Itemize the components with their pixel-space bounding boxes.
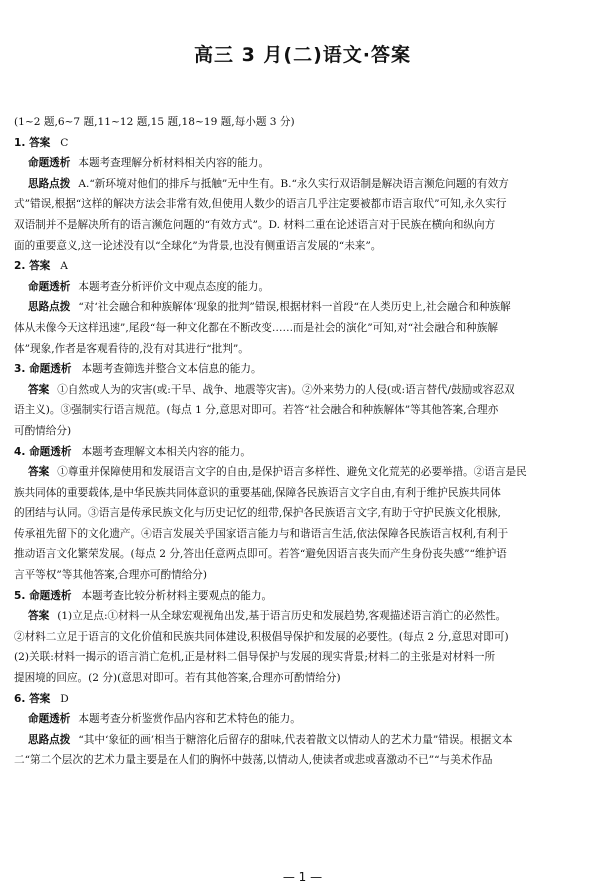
hint-line: 双语制并不是解决所有的语言濒危问题的“有效方式”。D. 材料二重在论述语言对于民族在横向和纵向方 xyxy=(14,218,496,231)
question-3-header xyxy=(14,359,591,380)
analysis-text: 本题考查理解分析材料相关内容的能力。 xyxy=(78,157,270,170)
question-1-hint xyxy=(14,174,591,195)
question-1-answer: C xyxy=(60,136,69,149)
question-1-analysis xyxy=(14,153,591,174)
answer-label: 答案 xyxy=(28,383,50,396)
analysis-label: 命题透析 xyxy=(28,280,71,293)
hint-line: 面的重要意义,这一论述没有以“全球化”为背景,也没有侧重语言发展的“未来”。 xyxy=(14,239,382,252)
hint-label: 思路点拨 xyxy=(28,301,71,314)
question-5-head: 5. 命题透析 xyxy=(14,589,72,602)
analysis-text: 本题考查理解文本相关内容的能力。 xyxy=(81,445,251,458)
question-6-head: 6. 答案 xyxy=(14,692,51,705)
hint-text: “其中‘象征的画’相当于糖溶化后留存的甜味,代表着散文以情动人的艺术力量”错误。根据文本 xyxy=(78,733,513,746)
answer-content xyxy=(14,112,591,771)
analysis-text: 本题考查筛选并整合文本信息的能力。 xyxy=(81,363,262,376)
answer-label: 答案 xyxy=(28,610,50,623)
hint-text: A.“新环境对他们的排斥与抵触”无中生有。B.“永久实行双语制是解决语言濒危问题的有效方 xyxy=(78,177,509,190)
question-2-header xyxy=(14,256,591,277)
hint-line: 体”现象,作者是客观看待的,没有对其进行“批判”。 xyxy=(14,342,249,355)
analysis-text: 本题考查分析鉴赏作品内容和艺术特色的能力。 xyxy=(78,713,301,726)
hint-line: 式”错误,根据“这样的解决方法会非常有效,但使用人数少的语言几乎注定要被都市语言取代”可知,永久实行 xyxy=(14,198,507,211)
answer-line: 可酌情给分) xyxy=(14,424,72,437)
question-3-answer xyxy=(14,380,591,401)
hint-text: “对‘社会融合和种族解体’现象的批判”错误,根据材料一首段“在人类历史上,社会融合和种族解 xyxy=(78,301,511,314)
question-6-analysis xyxy=(14,709,591,730)
analysis-label: 命题透析 xyxy=(28,713,71,726)
answer-line: 族共同体的重要载体,是中华民族共同体意识的重要基础,保障各民族语言文字自由,有利于维护民族共同体 xyxy=(14,486,501,499)
answer-line: 传承祖先留下的文化遗产。④语言发展关乎国家语言能力与和谐语言生活,依法保障各民族语言权利,有利于 xyxy=(14,527,509,540)
answer-text: ①尊重并保障使用和发展语言文字的自由,是保护语言多样性、避免文化荒芜的必要举措。②语言是民 xyxy=(57,466,527,479)
answer-line: 语主义)。③强制实行语言规范。(每点 1 分,意思对即可。若答“社会融合和种族解体”等其他答案,合理亦 xyxy=(14,404,499,417)
question-2-hint xyxy=(14,297,591,318)
question-4-answer xyxy=(14,462,591,483)
question-6-header xyxy=(14,689,591,710)
hint-label: 思路点拨 xyxy=(28,733,71,746)
question-5-answer xyxy=(14,606,591,627)
question-2-analysis xyxy=(14,277,591,298)
answer-line: (2)关联:材料一揭示的语言消亡危机,正是材料二倡导保护与发展的现实背景;材料二的主张是对材料一所 xyxy=(14,651,496,664)
question-6-answer: D xyxy=(60,692,69,705)
answer-line: 提困境的回应。(2 分)(意思对即可。若有其他答案,合理亦可酌情给分) xyxy=(14,672,341,685)
question-2-head: 2. 答案 xyxy=(14,260,51,273)
answer-line: 言平等权”等其他答案,合理亦可酌情给分) xyxy=(14,569,208,582)
hint-line: 二“第二个层次的艺术力量主要是在人们的胸怀中鼓荡,以情动人,使读者或悲或喜激动不已”“与美术作品 xyxy=(14,754,493,767)
hint-line: 体从未像今天这样迅速”,尾段“每一种文化都在不断改变……而是社会的演化”可知,对“社会融合和种族解 xyxy=(14,321,498,334)
answer-line: ②材料二立足于语言的文化价值和民族共同体建设,积极倡导保护和发展的必要性。(每点 2 分,意思对即可) xyxy=(14,630,509,643)
question-4-header xyxy=(14,442,591,463)
question-2-answer: A xyxy=(60,260,68,273)
answer-text: (1)立足点:①材料一从全球宏观视角出发,基于语言历史和发展趋势,客观描述语言消亡的必然性。 xyxy=(57,610,507,623)
question-5-header xyxy=(14,586,591,607)
answer-line: 的团结与认同。③语言是传承民族文化与历史记忆的纽带,保护各民族语言文字,有助于守护民族文化根脉, xyxy=(14,507,501,520)
question-3-head: 3. 命题透析 xyxy=(14,363,72,376)
answer-label: 答案 xyxy=(28,466,50,479)
analysis-text: 本题考查比较分析材料主要观点的能力。 xyxy=(81,589,273,602)
question-6-hint xyxy=(14,730,591,751)
question-4-head: 4. 命题透析 xyxy=(14,445,72,458)
page-number: — 1 — xyxy=(282,870,323,884)
answer-text: ①自然或人为的灾害(或:干旱、战争、地震等灾害)。②外来势力的人侵(或:语言替代/鼓励或容忍双 xyxy=(57,383,515,396)
hint-label: 思路点拨 xyxy=(28,177,71,190)
question-1-head: 1. 答案 xyxy=(14,136,51,149)
answer-line: 推动语言文化繁荣发展。(每点 2 分,答出任意两点即可。若答“避免因语言丧失而产生身份丧失感”“维护语 xyxy=(14,548,507,561)
analysis-text: 本题考查分析评价文中观点态度的能力。 xyxy=(78,280,270,293)
question-1-header xyxy=(14,133,591,154)
scoring-note: (1~2 题,6~7 题,11~12 题,15 题,18~19 题,每小题 3 分) xyxy=(14,116,295,128)
analysis-label: 命题透析 xyxy=(28,157,71,170)
page-title: 高三 3 月(二)语文·答案 xyxy=(193,44,412,66)
